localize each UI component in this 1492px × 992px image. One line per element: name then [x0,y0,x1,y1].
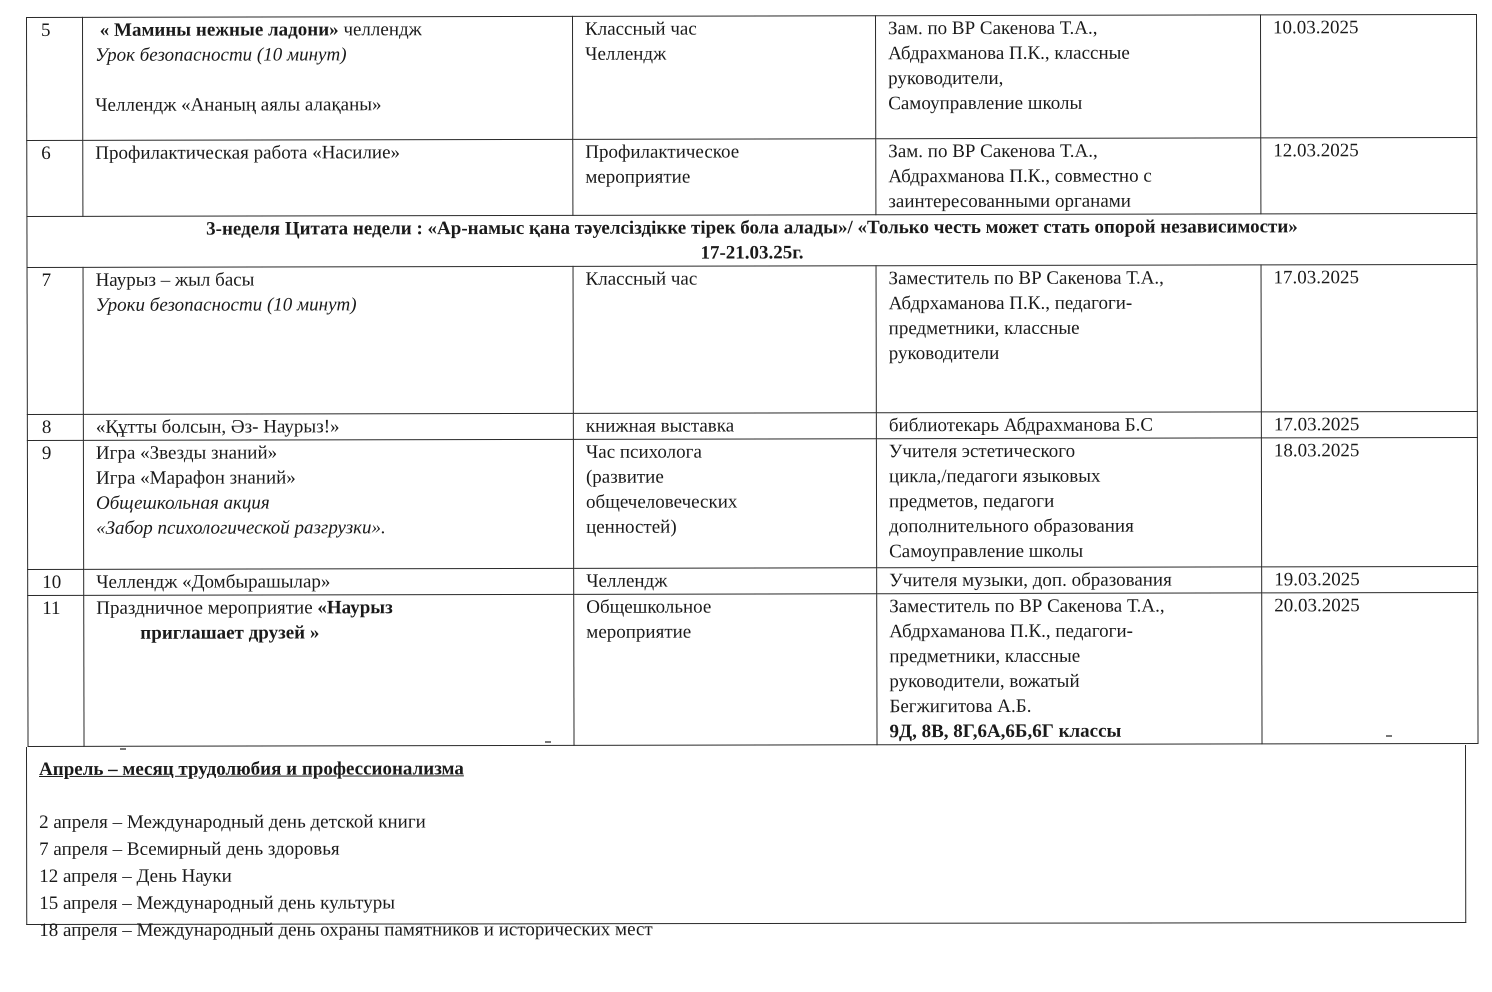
event-name-cell: «Құтты болсын, Әз- Наурыз!» [83,413,573,440]
responsible-line: Учителя эстетического [888,440,1076,463]
row-number: 7 [27,267,83,414]
responsible-cell [877,593,1262,745]
responsible-line: руководители [888,342,1000,365]
event-type-cell: книжная выставка [573,413,876,440]
event-type-cell [573,439,876,569]
event-name-cell [83,266,573,414]
event-type-line: Классный час [585,18,697,40]
row-number: 9 [27,440,83,569]
date-cell: 10.03.2025 [1260,14,1476,137]
event-type-line: (развитие [585,466,664,488]
participating-classes: 9Д, 8В, 8Г,6А,6Б,6Г классы [889,720,1122,743]
list-item: 7 апреля – Всемирный день здоровья [39,838,340,860]
row-number: 10 [28,569,84,595]
scan-artifact [120,748,126,750]
responsible-cell: Учителя музыки, доп. образования [877,567,1262,594]
table-row [27,264,1477,414]
event-subtitle: Урок безопасности (10 минут) [95,44,347,66]
list-item: 2 апреля – Международный день детской книги [39,811,426,833]
event-title: Наурыз – жыл басы [95,269,255,291]
event-title-bold: « Мамины нежные ладони» [99,19,339,41]
responsible-cell [875,15,1260,139]
list-item: 15 апреля – Международный день культуры [39,892,395,914]
responsible-line: руководители, вожатый [889,670,1080,693]
event-title: Игра «Звезды знаний» [95,442,278,464]
event-type-line: Профилактическое [585,141,740,163]
responsible-line: заинтересованными органами [888,190,1131,213]
events-plan-table [26,14,1479,747]
event-title [96,595,563,621]
responsible-line: предметники, классные [888,317,1080,340]
event-type-line: мероприятие [585,166,691,188]
responsible-line: руководители, [888,67,1004,90]
document-page [26,17,1480,941]
responsible-line: Зам. по ВР Сакенова Т.А., [888,140,1098,163]
event-name-cell: Челлендж «Домбырашылар» [84,568,574,595]
event-type-cell: Классный час [573,266,876,414]
event-type-cell [574,594,877,746]
list-item: 12 апреля – День Науки [39,865,232,887]
april-section [26,745,1466,941]
event-subtitle: Общешкольная акция [95,492,270,514]
responsible-cell [876,438,1261,568]
row-number: 5 [27,17,83,140]
responsible-line: Абдрхаманова П.К., педагоги- [889,620,1133,643]
event-type-line: общечеловеческих [585,491,738,513]
responsible-line: цикла,/педагоги языковых [888,465,1101,488]
row-number: 8 [27,414,83,440]
event-title-bold: приглашает друзей » [140,622,320,644]
table-row [27,14,1477,140]
spacer [95,67,562,93]
date-cell: 12.03.2025 [1261,137,1477,213]
table-row [28,592,1478,746]
event-name-cell [83,16,573,140]
event-title-bold: «Наурыз [317,597,393,619]
responsible-line: Самоуправление школы [889,540,1084,563]
event-type-cell [572,16,875,140]
responsible-cell [876,265,1261,413]
date-cell: 17.03.2025 [1261,411,1477,437]
date-cell: 19.03.2025 [1262,566,1478,592]
responsible-line: Зам. по ВР Сакенова Т.А., [888,17,1098,40]
responsible-line: Заместитель по ВР Сакенова Т.А., [888,267,1164,290]
event-type-line: Общешкольное [586,596,712,618]
event-subtitle: «Забор психологической разгрузки». [96,517,386,539]
event-title-suffix: челлендж [338,19,422,41]
week-quote: 3-неделя Цитата недели : «Ар-намыс қана тәуелсіздікке тірек бола алады»/ «Только честь может стать опорой независимости» [206,216,1298,240]
event-name-cell [83,439,573,569]
event-type-cell [573,139,876,216]
event-type-line: ценностей) [586,516,677,538]
event-title: Игра «Марафон знаний» [95,467,296,489]
event-type-line: Челлендж [585,43,667,65]
event-extra: Челлендж «Ананың аялы алақаны» [95,94,382,116]
responsible-line: предметов, педагоги [888,490,1055,513]
date-cell: 18.03.2025 [1261,437,1477,566]
responsible-line: Абдрахманова П.К., совместно с [888,165,1152,188]
event-type-line: Час психолога [585,441,702,463]
responsible-line: Бегжигитова А.Б. [889,695,1032,718]
event-subtitle: Уроки безопасности (10 минут) [95,294,357,316]
memorable-dates-list [39,807,1465,944]
table-row [27,437,1477,569]
week-quote-cell [27,213,1477,267]
responsible-line: Абдрахманова П.К., классные [888,42,1130,65]
scan-artifact [545,741,551,743]
table-row [28,566,1478,595]
table-row [27,137,1477,216]
responsible-line: Заместитель по ВР Сакенова Т.А., [889,595,1165,618]
responsible-cell [876,138,1261,215]
month-title: Апрель – месяц трудолюбия и профессионализма [39,758,464,780]
row-number: 11 [28,595,84,746]
date-cell: 17.03.2025 [1261,264,1477,411]
table-row [27,411,1477,440]
event-type-cell: Челлендж [574,568,877,595]
responsible-cell: библиотекарь Абдрахманова Б.С [876,412,1261,439]
event-title-prefix: Праздничное мероприятие [96,597,318,619]
responsible-line: Абдрхаманова П.К., педагоги- [888,292,1133,315]
responsible-line: дополнительного образования [889,515,1134,538]
scan-artifact [1386,735,1392,737]
row-number: 6 [27,140,83,216]
responsible-line: Самоуправление школы [888,92,1083,115]
responsible-line: предметники, классные [889,645,1081,668]
event-name-cell: Профилактическая работа «Насилие» [83,139,573,216]
list-item: 18 апреля – Международный день охраны памятников и исторических мест [39,919,653,941]
week-header-row [27,213,1477,267]
week-dates: 17-21.03.25г. [700,242,804,264]
date-cell: 20.03.2025 [1262,592,1478,743]
event-name-cell [84,594,574,746]
event-title [95,17,562,43]
event-type-line: мероприятие [586,621,692,643]
